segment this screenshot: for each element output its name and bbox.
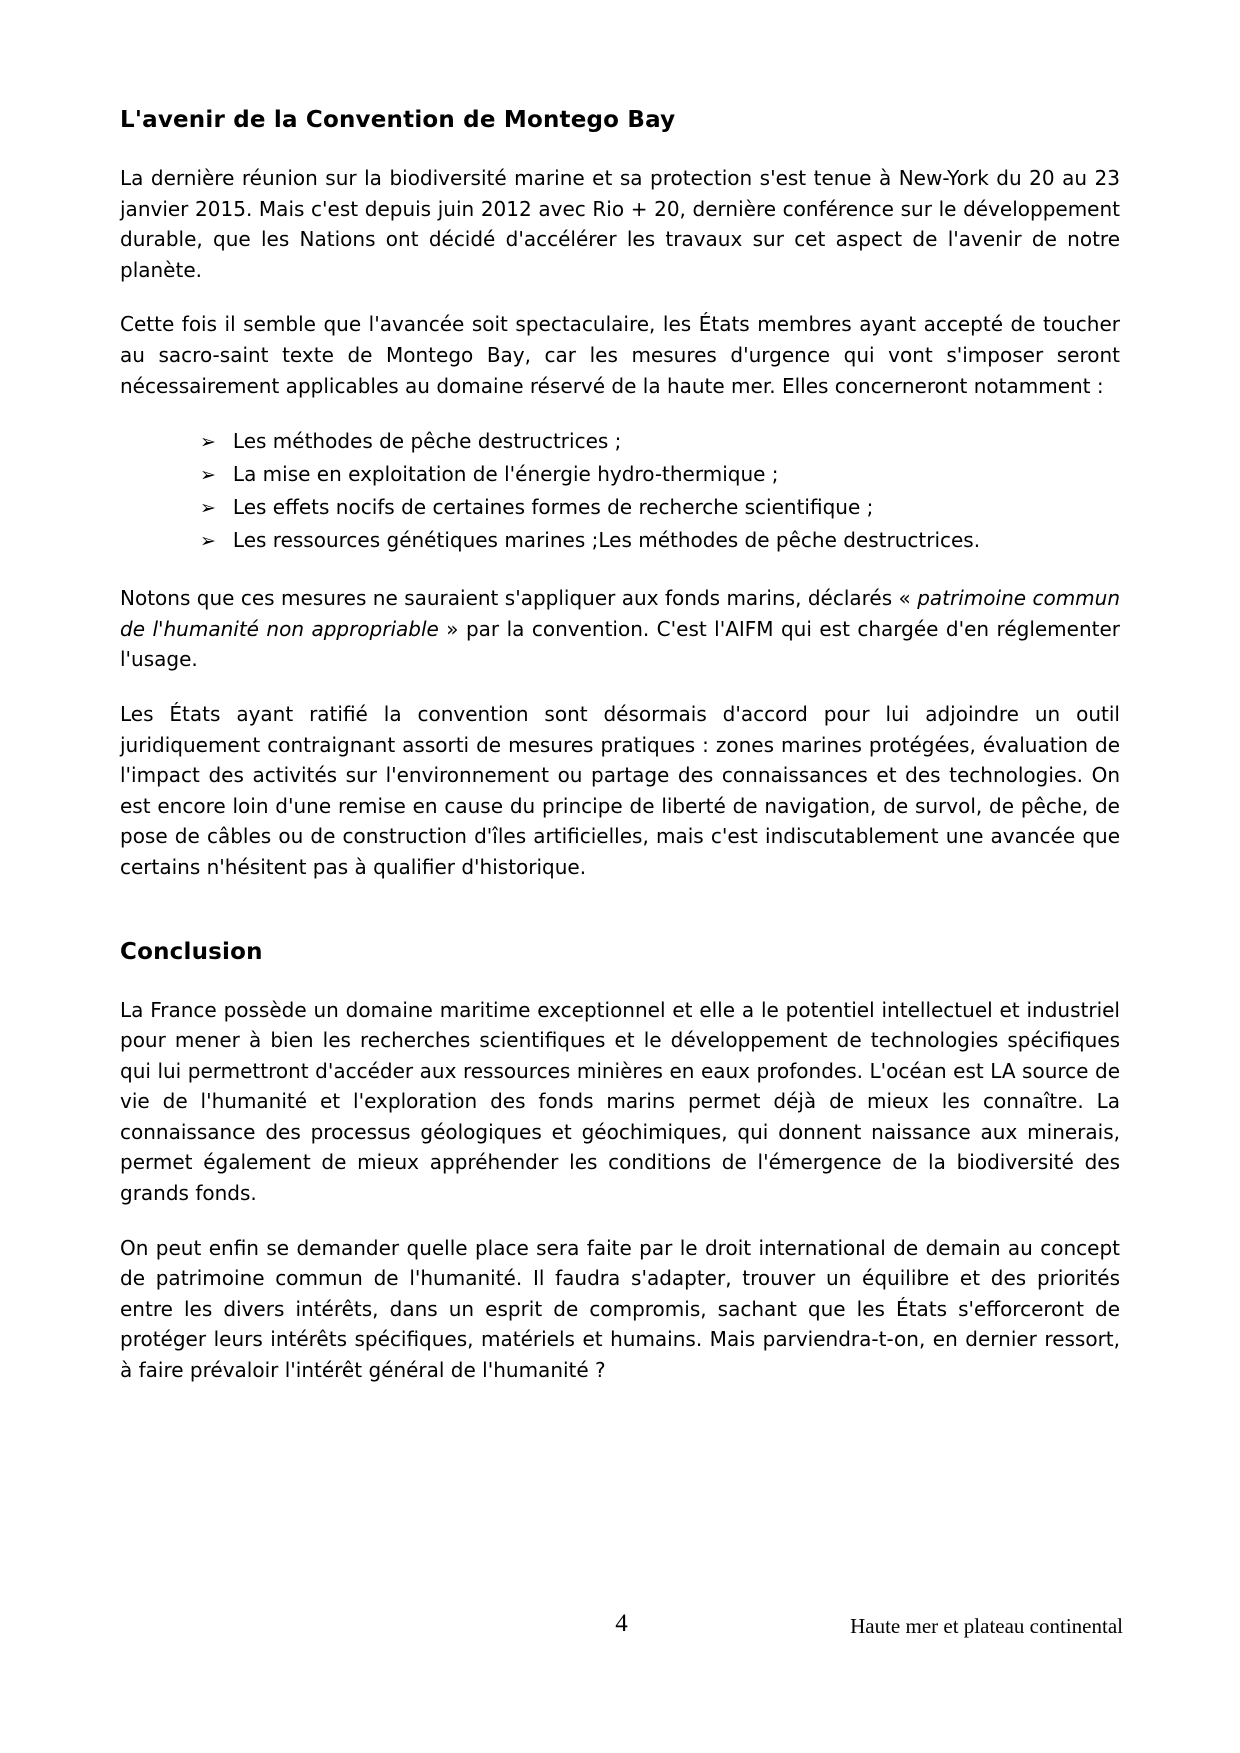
paragraph-cette-fois: Cette fois il semble que l'avancée soit spectaculaire, les États membres ayant accepté de toucher au sacro-saint texte de Montego Bay, car les mesures d'urgence qui vont s'imposer seront nécessairement applicables au domaine réservé de la haute mer. Elles concerneront notamment :	[120, 312, 1120, 398]
arrow-bullet-icon: ➢	[200, 530, 216, 553]
list-item-label: Les effets nocifs de certaines formes de recherche scientifique ;	[232, 495, 874, 520]
list-item-label: Les ressources génétiques marines ;Les méthodes de pêche destructrices.	[232, 528, 981, 553]
section-heading-conclusion: Conclusion	[120, 938, 263, 965]
paragraph-on-peut-enfin: On peut enfin se demander quelle place sera faite par le droit international de demain au concept de patrimoine commun de l'humanité. Il faudra s'adapter, trouver un équilibre et des priorités entre les divers intérêts, dans un esprit de compromis, sachant que les États s'efforceront de protéger leurs intérêts spécifiques, matériels et humains. Mais parviendra-t-on, en dernier ressort, à faire prévaloir l'intérêt général de l'humanité ?	[120, 1235, 1120, 1383]
patrimoine-commun-italic: patrimoine commun de l'humanité non appropriable	[120, 586, 1121, 641]
paragraph-notons	[120, 583, 1120, 675]
section-heading-avenir: L'avenir de la Convention de Montego Bay	[120, 107, 676, 133]
paragraph-notons-tail: » par la convention. C'est l'AIFM qui est chargée d'en réglementer l'usage.	[120, 616, 1121, 672]
list-item	[120, 425, 1120, 458]
arrow-bullet-icon: ➢	[200, 464, 216, 487]
paragraph-france-domaine: La France possède un domaine maritime exceptionnel et elle a le potentiel intellectuel et industriel pour mener à bien les recherches scientifiques et le développement de technologies spécifiques qui lui permettront d'accéder aux ressources minières en eaux profondes. L'océan est LA source de vie de l'humanité et l'exploration des fonds marins permet déjà de mieux les connaître. La connaissance des processus géologiques et géochimiques, qui donnent naissance aux minerais, permet également de mieux appréhender les conditions de l'émergence de la biodiversité des grands fonds.	[120, 997, 1120, 1206]
list-item	[120, 458, 1120, 491]
list-item-label: Les méthodes de pêche destructrices ;	[232, 429, 622, 454]
document-content	[120, 103, 1120, 1410]
footer-running-title: Haute mer et plateau continental	[850, 1614, 1123, 1638]
paragraph-derniere-reunion: La dernière réunion sur la biodiversité marine et sa protection s'est tenue à New-York du 20 au 23 janvier 2015. Mais c'est depuis juin 2012 avec Rio + 20, dernière conférence sur le développement durable, que les Nations ont décidé d'accélérer les travaux sur cet aspect de l'avenir de notre planète.	[120, 166, 1120, 282]
page-footer	[120, 1609, 1123, 1639]
list-item	[120, 524, 1120, 557]
paragraph-etats-ratifie: Les États ayant ratifié la convention sont désormais d'accord pour lui adjoindre un outil juridiquement contraignant assorti de mesures pratiques : zones marines protégées, évaluation de l'impact des activités sur l'environnement ou partage des connaissances et des technologies. On est encore loin d'une remise en cause du principe de liberté de navigation, de survol, de pêche, de pose de câbles ou de construction d'îles artificielles, mais c'est indiscutablement une avancée que certains n'hésitent pas à qualifier d'historique.	[120, 701, 1120, 879]
paragraph-notons-lead: Notons que ces mesures ne sauraient s'appliquer aux fonds marins, déclarés «	[120, 586, 918, 611]
list-item	[120, 491, 1120, 524]
arrow-bullet-icon: ➢	[200, 431, 216, 454]
page-number: 4	[615, 1610, 628, 1637]
list-item-label: La mise en exploitation de l'énergie hydro-thermique ;	[232, 462, 779, 487]
arrow-bullet-icon: ➢	[200, 497, 216, 520]
measures-bullet-list	[120, 425, 1120, 557]
